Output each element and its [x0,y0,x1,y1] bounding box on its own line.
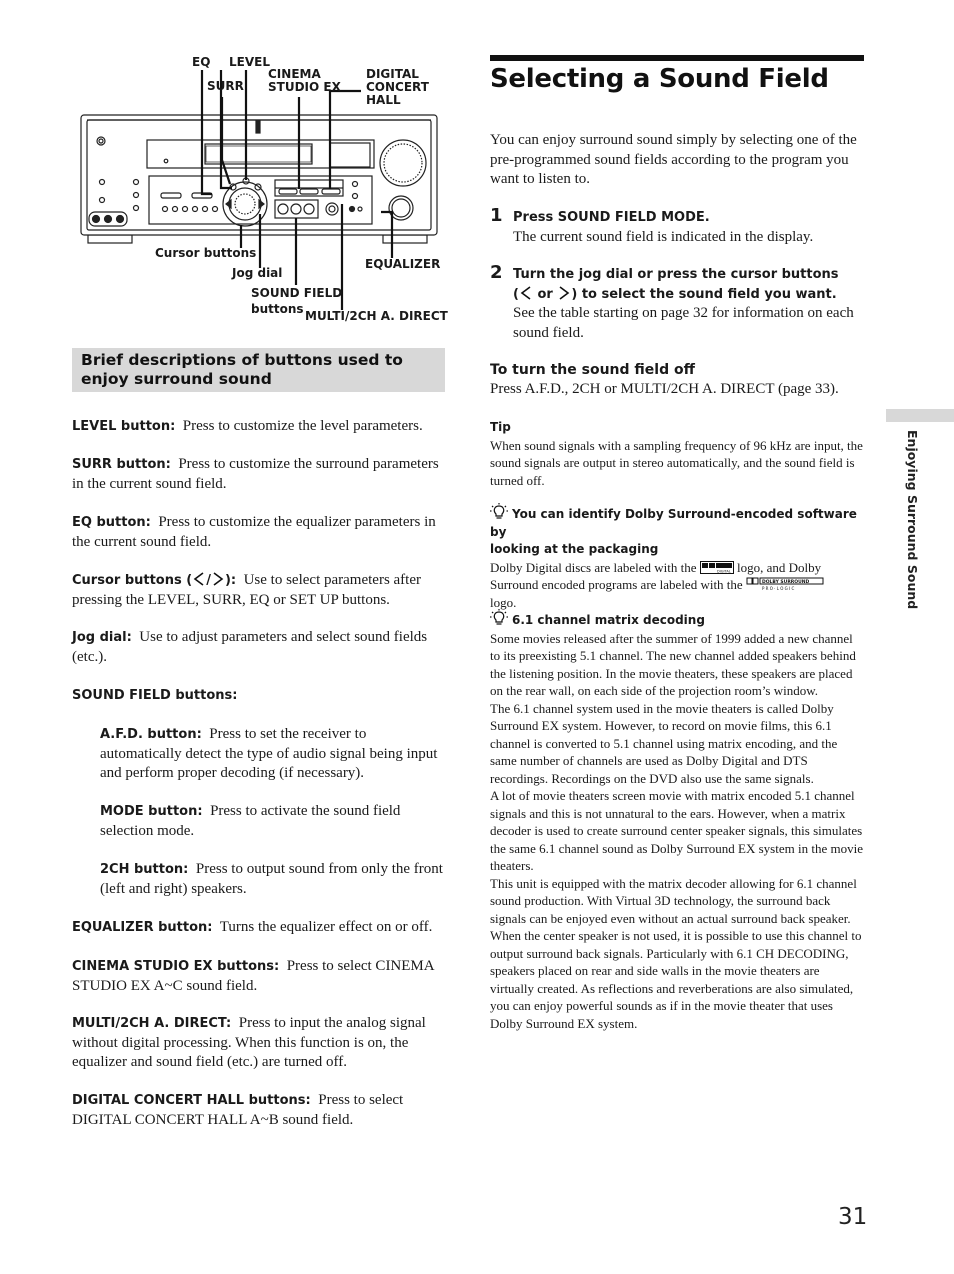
dolby-digital-logo [700,561,734,574]
label-digital-concert-hall: DIGITAL CONCERT HALL [366,67,429,107]
label-cinema: CINEMA STUDIO EX [268,67,341,94]
dolby-block: You can identify Dolby Surround-encoded software by looking at the packaging Dolby Digital discs are labeled with the DIGITAL logo, and Dolby Surround encoded programs are labeled with the DOLBY SURROUND P R O · L O G I C logo. [490,503,864,611]
matrix-block: 6.1 channel matrix decoding Some movies released after the summer of 1999 added a new channel to its preexisting 5.1 channel. The new channel added speakers behind the listening position. In the movie theaters, these speakers are placed on the rear wall, on each side of the projection room’s window. The 6.1 channel system used in the movie theaters is called Dolby Surround EX system. However, to record on movie films, this 6.1 channel is converted to 5.1 channel using matrix encoding, and the same number of channels are used as Dolby Digital and DTS recordings. Recordings on the DVD also use the same signals. A lot of movie theaters screen movie with matrix encoded 5.1 channel signals and this is not unnatural to the ears. However, when a matrix decoder is used to create surround center speaker signals, this simulates the same 6.1 channel sound as Dolby Surround EX system in the movie theaters. This unit is equipped with the matrix decoder allowing for 6.1 channel sound production. With Virtual 3D technology, the surround back signals can be enjoyed even without an actual surround back speaker. When the center speaker is not used, it is possible to use this channel to output surround back signals. Particularly with 6.1 CH DECODING, speakers placed on rear and side walls in the movie theaters are virtually created. As reflections and reverberations are also simulated, you can enjoy powerful sounds as if in the movie theater that uses Dolby Surround EX system. [490,609,864,1032]
matrix-paragraph-4: This unit is equipped with the matrix decoder allowing for 6.1 channel sound production. With Virtual 3D technology, the surround back signals can be enjoyed even without an actual surround back speaker. When the center speaker is not used, it is possible to use this channel to output surround back signals. Particularly with 6.1 CH DECODING, speakers placed on rear and side walls in the movie theaters are virtually created. As reflections and reverberations are also simulated, you can enjoy powerful sounds as if in the movie theater that uses Dolby Surround EX system. [490,875,862,1031]
page-number: 31 [838,1204,868,1230]
desc-mode: MODE button: Press to activate the sound field selection mode. [100,803,401,839]
receiver-diagram [0,0,470,340]
label-surr: SURR [207,79,244,93]
chevron-right-icon [557,286,571,300]
page-title: Selecting a Sound Field [490,64,829,94]
svg-text:DIGITAL: DIGITAL [716,569,731,573]
tip-text: When sound signals with a sampling frequency of 96 kHz are input, the sound signals are output in stereo automatically, and the sound field is turned off. [490,437,863,488]
lightbulb-icon [490,609,508,627]
section-tab [886,409,954,422]
dolby-surround-pro-logic-logo [746,577,824,591]
desc-cursor: Cursor buttons ( / ): Use to select parameters after pressing the LEVEL, SURR, EQ or SET UP buttons. [72,572,422,608]
svg-text:P R O · L O G I C: P R O · L O G I C [761,586,795,591]
desc-sound-field-heading: SOUND FIELD buttons: [72,688,238,703]
chevron-right-icon [211,572,225,586]
title-rule [490,55,864,61]
label-jog-dial: Jog dial [232,266,283,280]
lightbulb-icon [490,503,508,521]
label-sound-field-buttons: SOUND FIELD buttons [251,286,343,316]
brief-descriptions-title: Brief descriptions of buttons used to enjoy surround sound [81,351,403,388]
label-cursor-buttons: Cursor buttons [155,246,257,260]
desc-digital-concert-hall: DIGITAL CONCERT HALL buttons: Press to select DIGITAL CONCERT HALL A~B sound field. [72,1092,404,1128]
desc-eq: EQ button: Press to customize the equalizer parameters in the current sound field. [72,514,436,550]
desc-jog: Jog dial: Use to adjust parameters and select sound fields (etc.). [72,629,428,665]
desc-cinema: CINEMA STUDIO EX buttons: Press to select CINEMA STUDIO EX A~C sound field. [72,958,434,994]
label-eq: EQ [192,55,211,69]
section-side-label: Enjoying Surround Sound [905,430,920,610]
tip-block [490,419,864,489]
brief-descriptions-box [72,348,445,392]
label-equalizer: EQUALIZER [365,257,441,271]
turn-off-text: Press A.F.D., 2CH or MULTI/2CH A. DIRECT (page 33). [490,381,839,397]
tip-heading: Tip [490,420,511,434]
desc-afd: A.F.D. button: Press to set the receiver to automatically detect the type of audio signal being input and perform proper decoding (if necessary). [100,726,438,781]
step-1: Press SOUND FIELD MODE. The current sound field is indicated in the display. [513,210,814,245]
matrix-paragraph-2: The 6.1 channel system used in the movie theaters is called Dolby Surround EX system. However, to record on movie films, this 6.1 channel is converted to 5.1 channel using matrix encoding, and the same number of channels are used as Dolby Digital and DTS recordings. Recordings on the DVD also use the same signals. [490,700,838,786]
intro-text: You can enjoy surround sound simply by selecting one of the pre-programmed sound fields according to the program you want to listen to. [490,132,857,187]
step-1-number: 1 [490,205,503,226]
desc-2ch: 2CH button: Press to output sound from only the front (left and right) speakers. [100,861,443,897]
svg-text:DOLBY SURROUND: DOLBY SURROUND [761,580,810,585]
desc-surr: SURR button: Press to customize the surround parameters in the current sound field. [72,456,439,492]
chevron-left-icon [519,286,533,300]
chevron-left-icon [192,572,206,586]
matrix-paragraph-3: A lot of movie theaters screen movie with matrix encoded 5.1 channel signals and this is not unnatural to the ears. However, when a matrix decoder is used to create surround center speaker signals, this simulates the same 6.1 channel sound as Dolby Surround EX system in the movie theaters. [490,788,863,873]
turn-off-heading: To turn the sound field off [490,362,695,378]
step-2-number: 2 [490,262,503,283]
label-multi-direct: MULTI/2CH A. DIRECT [305,309,448,323]
matrix-paragraph-1: Some movies released after the summer of 1999 added a new channel to its preexisting 5.1 channel. The new channel added speakers behind the listening position. In the movie theaters, these speakers are placed on the rear wall, on each side of the projection room’s window. [490,630,856,698]
step-2: Turn the jog dial or press the cursor buttons ( or ) to select the sound field you want. See the table starting on page 32 for information on each sound field. [513,267,854,341]
desc-level: LEVEL button: Press to customize the level parameters. [72,418,423,434]
label-level: LEVEL [229,55,270,69]
receiver-front-panel-illustration [0,0,470,340]
desc-equalizer: EQUALIZER button: Turns the equalizer effect on or off. [72,919,433,935]
desc-multi: MULTI/2CH A. DIRECT: Press to input the analog signal without digital processing. When this function is on, the equalizer and sound field (etc.) are turned off. [72,1015,426,1070]
